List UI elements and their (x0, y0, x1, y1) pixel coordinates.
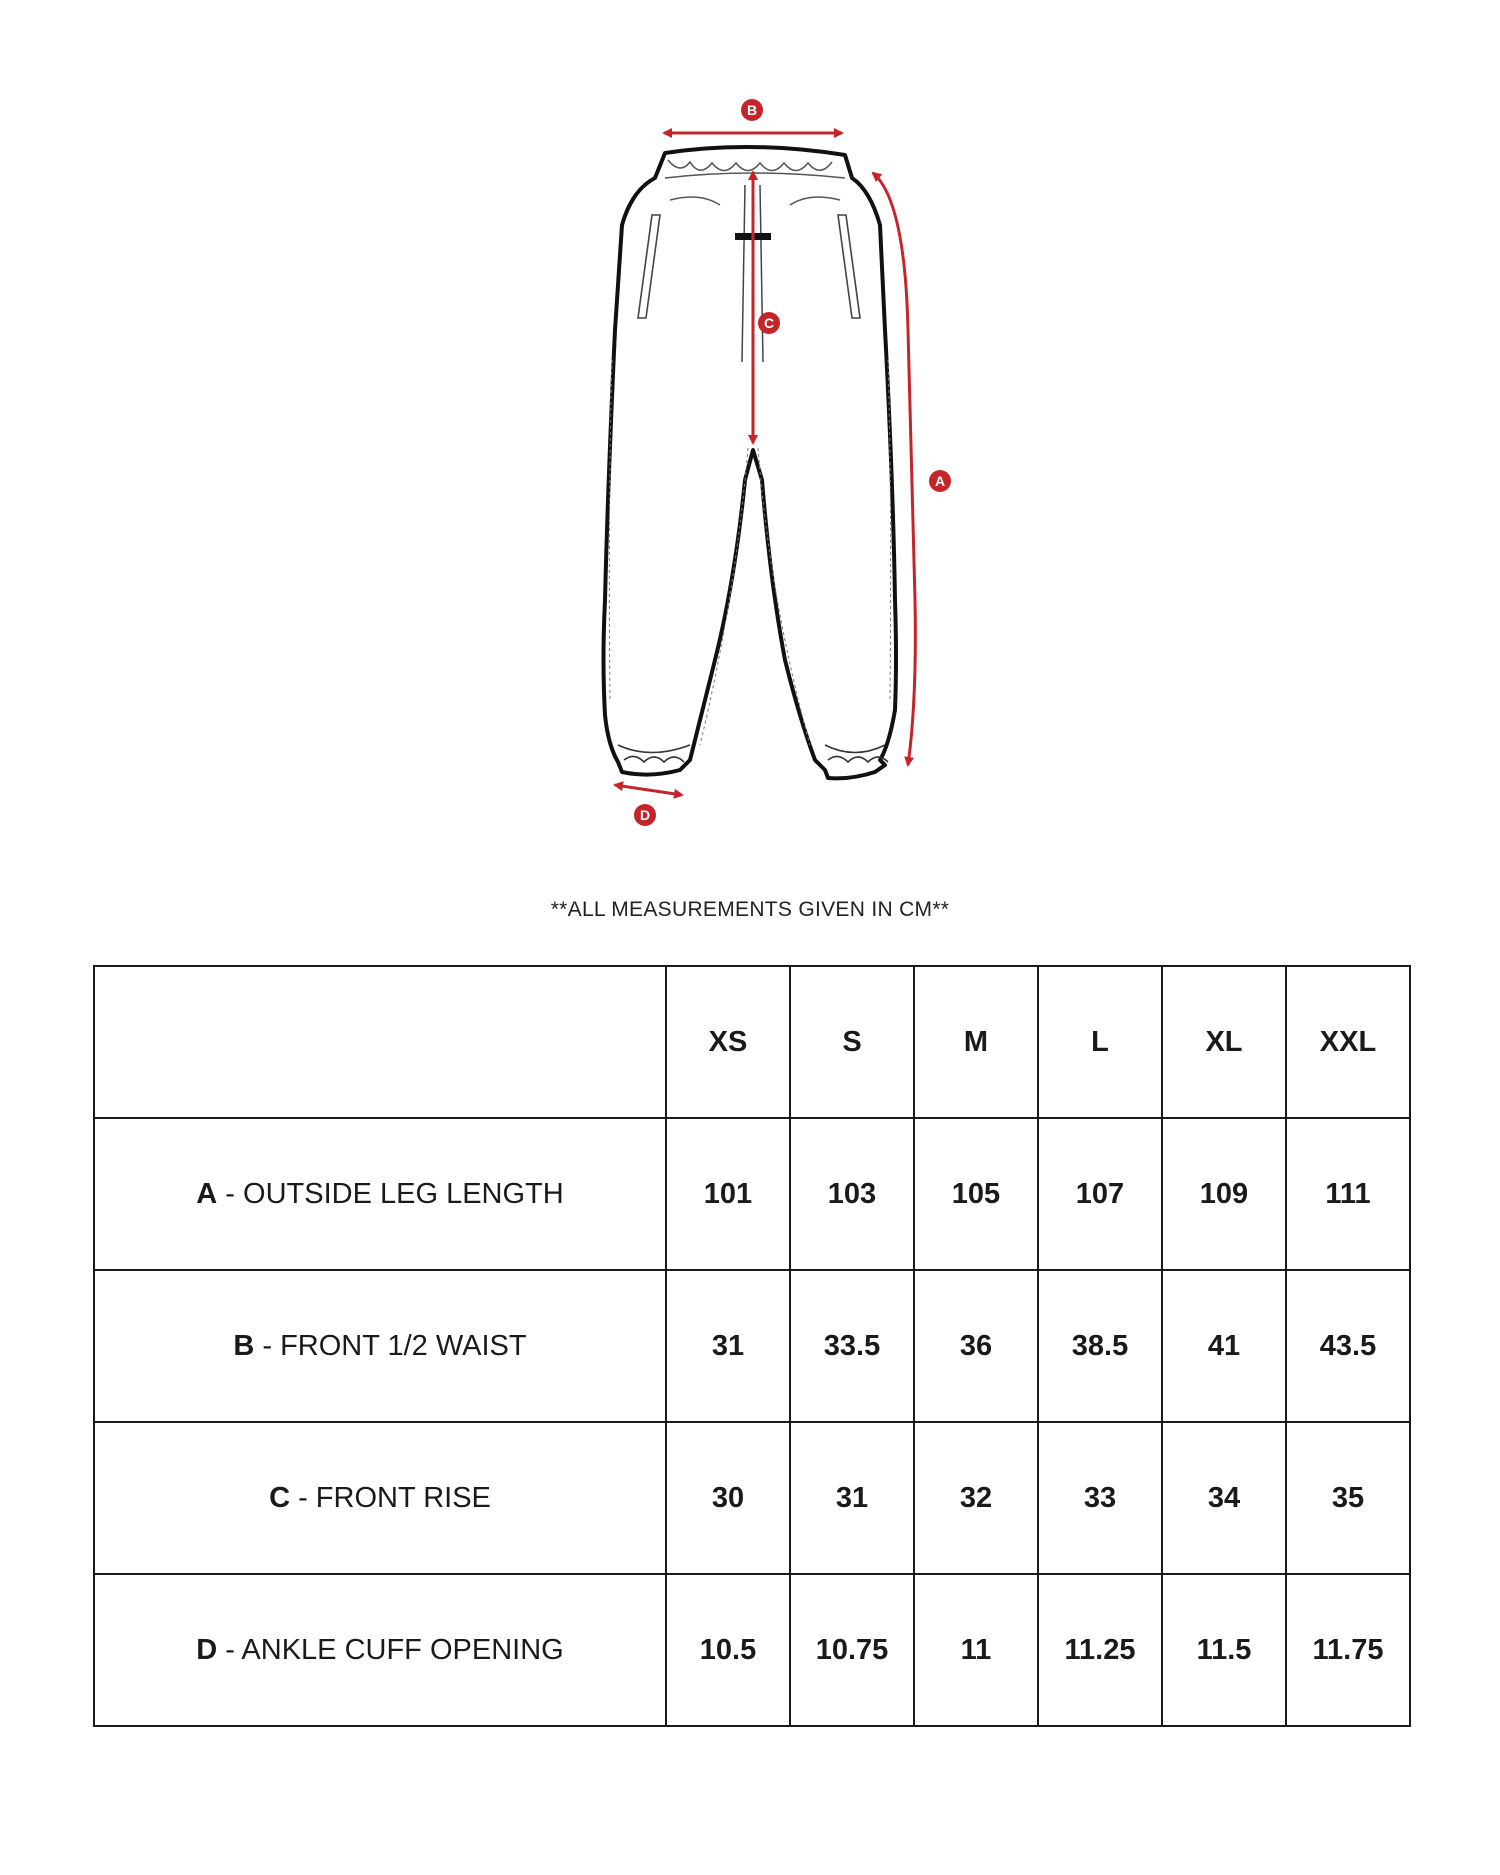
pants-measurement-diagram (0, 0, 1500, 860)
pants-outline (604, 147, 897, 778)
table-row (94, 1422, 1410, 1574)
table-cell: 109 (1162, 1118, 1286, 1270)
table-cell: 105 (914, 1118, 1038, 1270)
table-cell: 43.5 (1286, 1270, 1410, 1422)
table-cell: 41 (1162, 1270, 1286, 1422)
badge-a (929, 470, 951, 492)
arrow-d-cuff (615, 785, 682, 795)
table-cell: 10.75 (790, 1574, 914, 1726)
size-header: M (914, 966, 1038, 1118)
badge-c-label: C (763, 315, 775, 331)
table-cell: 10.5 (666, 1574, 790, 1726)
size-header: XL (1162, 966, 1286, 1118)
table-cell: 31 (790, 1422, 914, 1574)
row-label (94, 1270, 666, 1422)
row-label (94, 1118, 666, 1270)
header-empty-cell (94, 966, 666, 1118)
badge-d-label: D (639, 807, 651, 823)
row-label-text: - FRONT RISE (290, 1481, 491, 1514)
table-row (94, 1270, 1410, 1422)
size-header: XXL (1286, 966, 1410, 1118)
size-header: XS (666, 966, 790, 1118)
table-row (94, 1574, 1410, 1726)
row-letter: A (196, 1177, 218, 1210)
badge-b (741, 99, 763, 121)
table-cell: 107 (1038, 1118, 1162, 1270)
row-label-text: - ANKLE CUFF OPENING (217, 1633, 564, 1666)
badge-a-label: A (934, 473, 946, 489)
table-cell: 101 (666, 1118, 790, 1270)
table-cell: 11.5 (1162, 1574, 1286, 1726)
badge-c (758, 312, 780, 334)
table-cell: 30 (666, 1422, 790, 1574)
badge-d (634, 804, 656, 826)
table-cell: 11.75 (1286, 1574, 1410, 1726)
row-label-text: - OUTSIDE LEG LENGTH (217, 1177, 564, 1210)
table-cell: 38.5 (1038, 1270, 1162, 1422)
table-row (94, 1118, 1410, 1270)
size-header: L (1038, 966, 1162, 1118)
table-cell: 36 (914, 1270, 1038, 1422)
row-letter: C (269, 1481, 291, 1514)
size-header: S (790, 966, 914, 1118)
row-label (94, 1422, 666, 1574)
row-label (94, 1574, 666, 1726)
table-cell: 103 (790, 1118, 914, 1270)
table-cell: 35 (1286, 1422, 1410, 1574)
table-cell: 34 (1162, 1422, 1286, 1574)
row-label-text: - FRONT 1/2 WAIST (254, 1329, 527, 1362)
table-cell: 33.5 (790, 1270, 914, 1422)
table-cell: 33 (1038, 1422, 1162, 1574)
badge-b-label: B (746, 102, 758, 118)
table-cell: 11.25 (1038, 1574, 1162, 1726)
table-cell: 11 (914, 1574, 1038, 1726)
row-letter: D (196, 1633, 218, 1666)
size-chart-table (93, 965, 1411, 1727)
table-cell: 111 (1286, 1118, 1410, 1270)
row-letter: B (233, 1329, 255, 1362)
measurement-unit-note: **ALL MEASUREMENTS GIVEN IN CM** (550, 898, 950, 921)
table-cell: 32 (914, 1422, 1038, 1574)
table-cell: 31 (666, 1270, 790, 1422)
header-row (94, 966, 1410, 1118)
